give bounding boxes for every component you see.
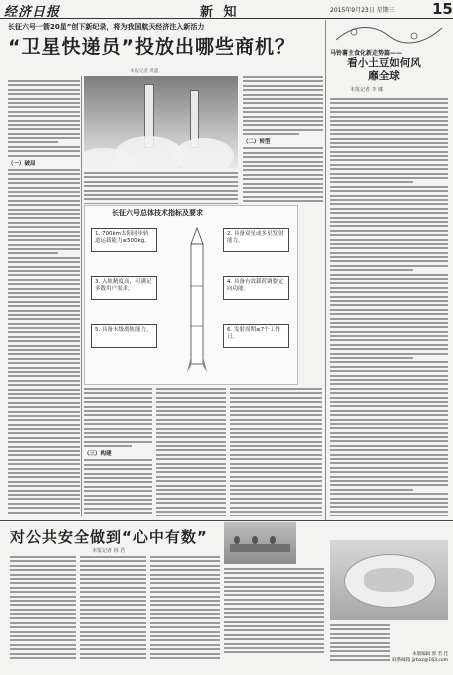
rocket-launch-photo [84, 76, 238, 168]
issue-date: 2015年9月23日 星期三 [330, 7, 395, 14]
spec-item-3: 3. 入轨精度高，可满足多数用户需求。 [91, 276, 157, 300]
section-divider [0, 520, 453, 521]
lead-kicker: 长征六号一箭20星”创下新纪录，将为我国航天经济注入新活力 [8, 23, 205, 31]
potato-dish-photo [330, 540, 448, 620]
rocket-specs-diagram [84, 205, 298, 385]
lead-body-middle [84, 172, 238, 204]
contact-email: 联系邮箱 jjrbxz@163.com [392, 658, 448, 663]
subhead-transition: （二）转型 [243, 139, 271, 146]
sidebar-headline: 看小土豆如何风靡全球 [347, 57, 421, 82]
lead-body-bottom-1 [84, 388, 152, 516]
spec-item-2: 2. 具备双星或多星发射能力。 [223, 228, 289, 252]
spec-item-4: 4. 具备有效载荷调姿定向功能。 [223, 276, 289, 300]
lead-body-bottom-4 [230, 388, 322, 516]
lead-headline: “卫星快递员”投放出哪些商机？ [8, 36, 295, 58]
section-title: 新 知 [200, 5, 240, 20]
bottom-headline: 对公共安全做到“心中有数” [10, 528, 208, 546]
spec-item-1: 1. 700km太阳同步轨道运载能力≥500kg。 [91, 228, 157, 252]
newspaper-logo: 经济日报 [4, 5, 61, 20]
lead-body-right [243, 76, 323, 203]
sidebar-body [330, 98, 448, 516]
page-footer [392, 652, 448, 664]
lead-body-left [8, 80, 80, 516]
subhead-breakthrough: （一）破局 [8, 161, 36, 168]
rocket-figure [187, 226, 207, 376]
bottom-body-1 [10, 556, 76, 670]
diagram-title: 长征六号总体技术指标及要求 [112, 209, 203, 217]
meeting-photo [224, 522, 296, 564]
bottom-body-5 [330, 624, 390, 670]
sidebar-decoration-icon [334, 22, 444, 46]
sidebar-kicker: 马铃薯主食化新走势篇—— [330, 50, 403, 57]
bottom-body-3 [150, 556, 220, 670]
bottom-body-2 [80, 556, 146, 670]
spec-item-5: 5. 具备末级离轨能力。 [91, 324, 157, 348]
page-number: 15 [432, 0, 453, 18]
editor-credit: 本版编辑 郭 若 佳 [412, 652, 448, 657]
bottom-byline: 本报记者 林 君 [92, 548, 126, 554]
sidebar-byline: 本报记者 李 娜 [350, 87, 384, 93]
lead-byline: 本报记者 黄鑫 [130, 69, 159, 74]
lead-body-bottom-2 [156, 388, 226, 516]
bottom-body-4 [224, 568, 324, 670]
subhead-build: （三）构建 [84, 451, 112, 458]
spec-item-6: 6. 发射周期≤7个工作日。 [223, 324, 289, 348]
